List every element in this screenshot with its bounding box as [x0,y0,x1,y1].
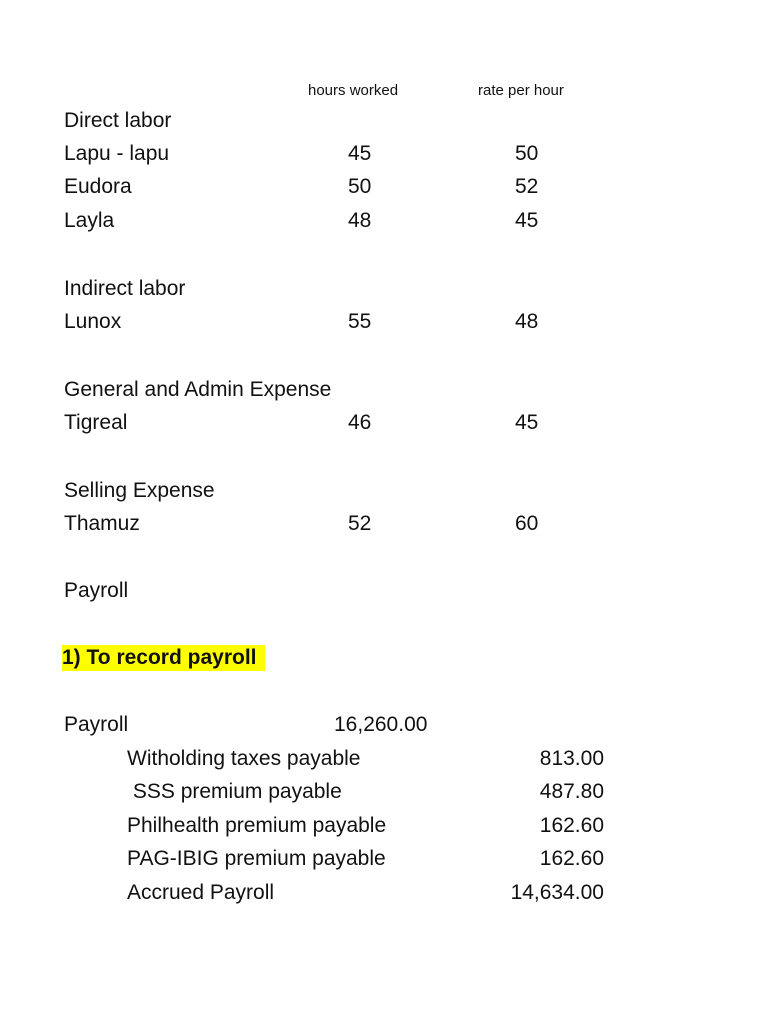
employee-hours: 55 [348,310,372,333]
employee-hours: 45 [348,142,372,165]
employee-rate: 50 [515,142,539,165]
credit-amount: 162.60 [539,814,604,837]
debit-amount: 16,260.00 [334,713,428,736]
credit-account: PAG-IBIG premium payable [127,847,386,870]
employee-name: Thamuz [64,512,140,535]
credit-account: Accrued Payroll [127,881,275,904]
credit-account: SSS premium payable [127,780,342,803]
employee-rate: 45 [515,209,539,232]
employee-rate: 60 [515,512,539,535]
credit-account: Witholding taxes payable [127,747,361,770]
employee-rate: 48 [515,310,539,333]
credit-account: Philhealth premium payable [127,814,387,837]
hours-worked-header: hours worked [308,82,399,99]
employee-hours: 50 [348,175,372,198]
credit-amount: 162.60 [539,847,604,870]
section-title-direct-labor: Direct labor [64,109,172,132]
employee-hours: 46 [348,411,372,434]
employee-hours: 48 [348,209,372,232]
employee-rate: 45 [515,411,539,434]
employee-name: Lunox [64,310,122,333]
section-title-selling-expense: Selling Expense [64,479,215,502]
section-title-indirect-labor: Indirect labor [64,277,186,300]
employee-name: Tigreal [64,411,128,434]
rate-per-hour-header: rate per hour [478,82,564,99]
section-title-general-admin: General and Admin Expense [64,378,332,401]
employee-name: Layla [64,209,115,232]
journal-entry-title: 1) To record payroll [62,645,265,671]
employee-name: Lapu - lapu [64,142,170,165]
employee-rate: 52 [515,175,539,198]
payroll-label: Payroll [64,579,129,602]
employee-name: Eudora [64,175,132,198]
employee-hours: 52 [348,512,372,535]
debit-account: Payroll [64,713,129,736]
credit-amount: 813.00 [539,747,604,770]
credit-amount: 14,634.00 [510,881,604,904]
credit-amount: 487.80 [539,780,604,803]
